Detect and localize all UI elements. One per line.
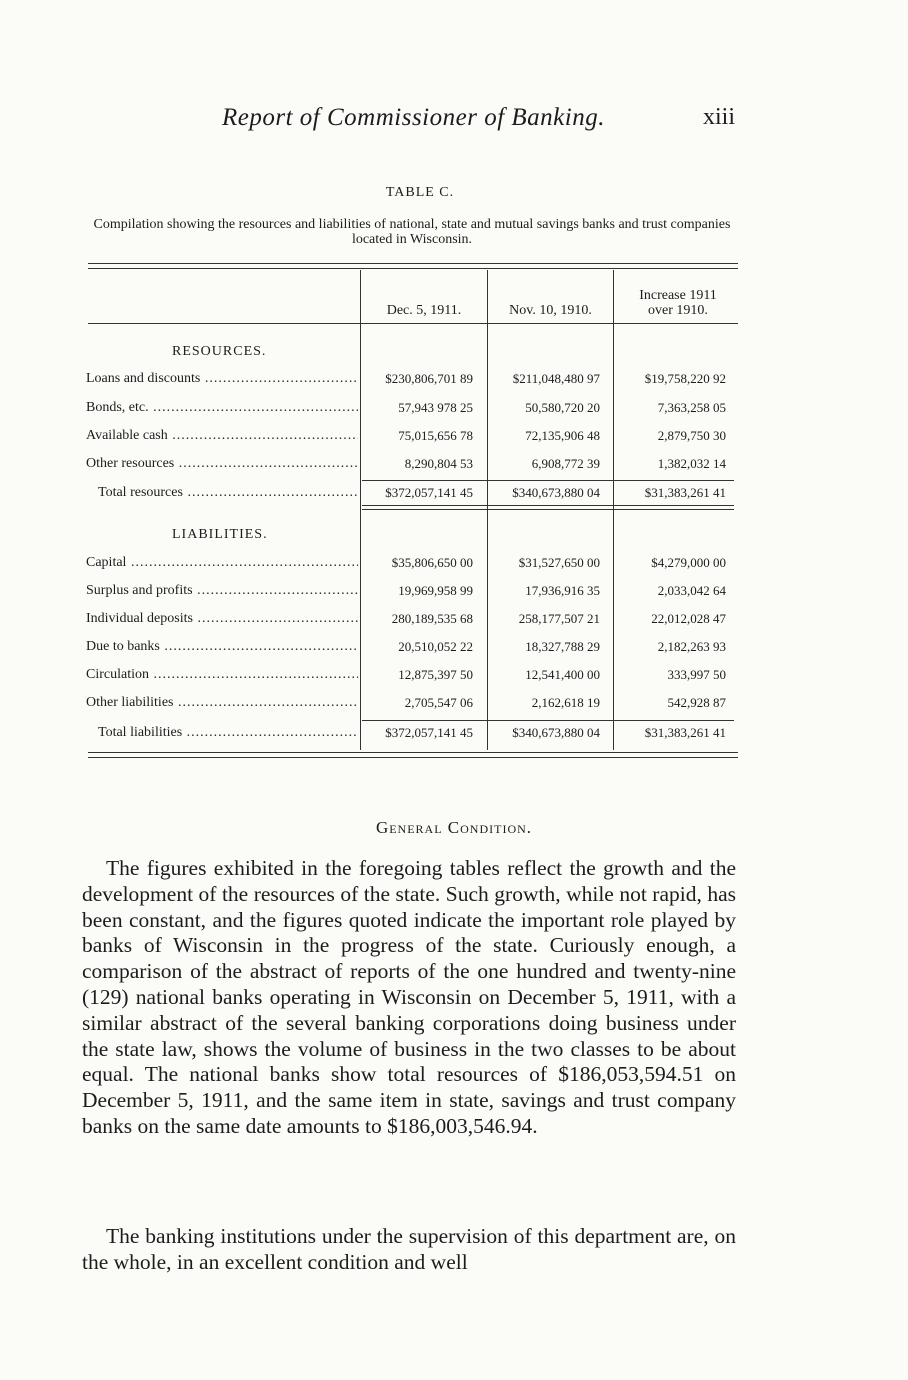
table-bottom-rule-2	[88, 757, 738, 758]
table-caption: Compilation showing the resources and liabilities of national, state and mutual savings banks and trust companies located in Wisconsin.	[93, 217, 731, 247]
table-row: Loans and discounts ..... $230,806,701 89 $211,048,480 97 $19,758,220 92	[0, 371, 908, 389]
table-row: Bonds, etc. ..... 57,943 978 25 50,580,720 20 7,363,258 05	[0, 400, 908, 418]
table-row: Surplus and profits ..... 19,969,958 99 17,936,916 35 2,033,042 64	[0, 583, 908, 601]
table-row: Other resources ..... 8,290,804 53 6,908,772 39 1,382,032 14	[0, 456, 908, 474]
resources-heading: RESOURCES.	[172, 344, 267, 359]
resources-total-rule-bottom	[362, 505, 734, 506]
table-row: Circulation ..... 12,875,397 50 12,541,400 00 333,997 50	[0, 667, 908, 685]
page-number: xiii	[703, 104, 736, 130]
table-row: Due to banks ..... 20,510,052 22 18,327,788 29 2,182,263 93	[0, 639, 908, 657]
section-title: General Condition.	[375, 818, 533, 837]
table-top-rule-2	[88, 268, 738, 269]
table-row: Capital ..... $35,806,650 00 $31,527,650 00 $4,279,000 00	[0, 555, 908, 573]
resources-total-rule-bottom-2	[362, 509, 734, 510]
page-header	[0, 104, 908, 136]
column-header-increase: Increase 1911 over 1910.	[639, 288, 717, 318]
paragraph-1: The figures exhibited in the foregoing tables reflect the growth and the development of the resources of the state. Such growth, while not rapid, has been constant, and the figures quoted indicate the important role played by banks of Wisconsin in the progress of the state. Curiously enough, a comparison of the abstract of reports of the one hundred and twenty-nine (129) national banks operating in Wisconsin on December 5, 1911, with a similar abstract of the several banking corporations doing business under the state law, shows the volume of business in the two classes to be about equal. The national banks show total resources of $186,053,594.51 on December 5, 1911, and the same item in state, savings and trust company banks on the same date amounts to $186,003,546.94.	[82, 856, 736, 1138]
liabilities-total-rule-top	[362, 720, 734, 721]
table-row-total-liabilities: Total liabilities ..... $372,057,141 45 $340,673,880 04 $31,383,261 41	[0, 725, 908, 743]
column-header-nov-1910: Nov. 10, 1910.	[509, 303, 592, 318]
table-row: Individual deposits ..... 280,189,535 68 258,177,507 21 22,012,028 47	[0, 611, 908, 629]
table-bottom-rule	[88, 752, 738, 753]
running-title: Report of Commissioner of Banking.	[222, 104, 605, 131]
table-top-rule	[88, 263, 738, 264]
header-bottom-rule	[88, 323, 738, 324]
paragraph-2: The banking institutions under the supervision of this department are, on the whole, in an excellent condition and well	[82, 1224, 736, 1274]
table-label: TABLE C.	[385, 185, 455, 200]
column-header-dec-1911: Dec. 5, 1911.	[386, 303, 462, 318]
resources-total-rule-top	[362, 480, 734, 481]
table-row-total-resources: Total resources ..... $372,057,141 45 $340,673,880 04 $31,383,261 41	[0, 485, 908, 503]
table-row: Available cash ..... 75,015,656 78 72,135,906 48 2,879,750 30	[0, 428, 908, 446]
table-row: Other liabilities ..... 2,705,547 06 2,162,618 19 542,928 87	[0, 695, 908, 713]
liabilities-heading: LIABILITIES.	[172, 527, 268, 542]
